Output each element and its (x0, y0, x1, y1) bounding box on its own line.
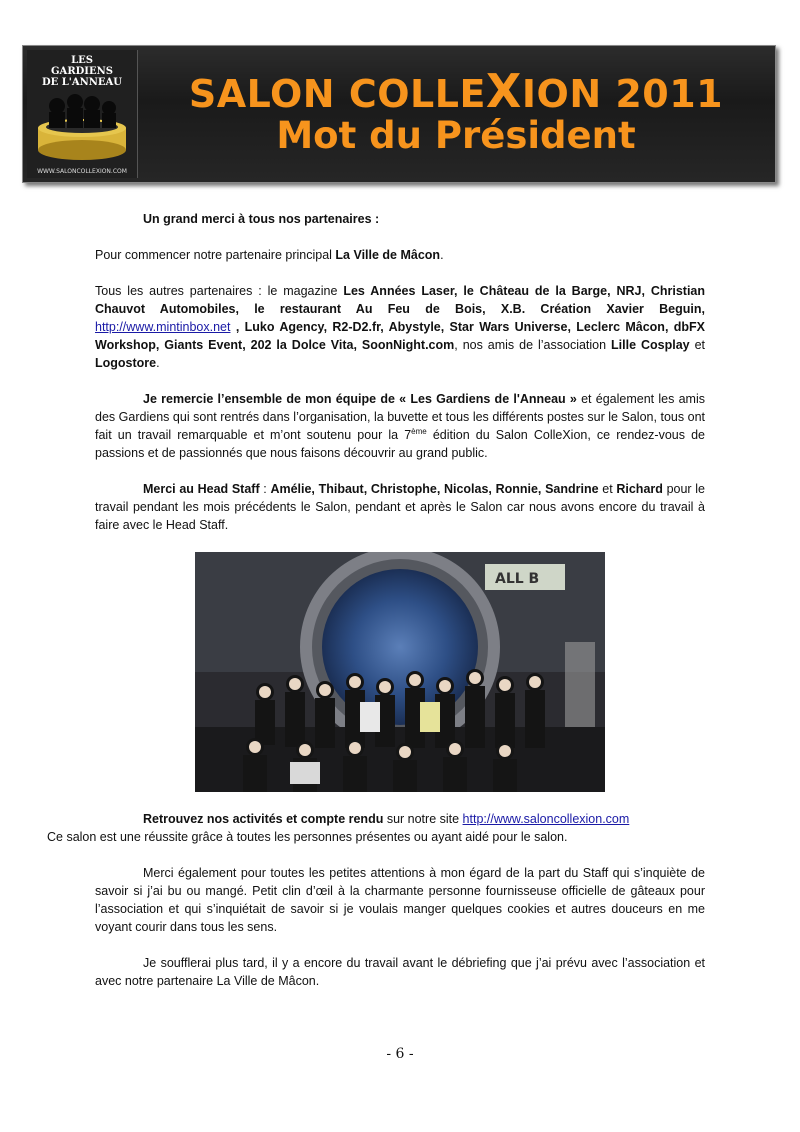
paragraph-attentions: Merci également pour toutes les petites attentions à mon égard de la part du Staff qui s’inquiète de savoir si j’ai bu ou mangé. Petit clin d’œil à la charmante personne fournisseuse officielle de gâteaux pour l’association et qui s’inquiétait de savoir si je voulais manger quelques cookies et autres douceurs en me voyant courir dans tous les sens. (95, 866, 705, 934)
paragraph-closing: Je soufflerai plus tard, il y a encore du travail avant le débriefing que j’ai prévu avec l’association et avec notre partenaire La Ville de Mâcon. (95, 956, 705, 988)
text-span: et (598, 482, 617, 496)
text-span: sur notre site (383, 812, 463, 826)
head-staff-richard: Richard (616, 482, 663, 496)
partner-lille-cosplay: Lille Cosplay (611, 338, 690, 352)
text-span: pour le travail pendant les mois précédents le Salon, pendant et après le Salon car nous avons encore du travail à faire avec le Head Staff. (95, 482, 705, 532)
mintinbox-link[interactable]: http://www.mintinbox.net (95, 320, 231, 334)
success-line: Ce salon est une réussite grâce à toutes les personnes présentes ou ayant aidé pour le salon. (47, 830, 568, 844)
text-span: édition du Salon ColleXion, ce rendez-vous de passions et de passionnés que nous faisons découvrir au grand public. (95, 428, 706, 460)
text-span: , nos amis de l’association (454, 338, 612, 352)
group-photo-image (195, 552, 605, 792)
website-heading: Retrouvez nos activités et compte rendu (143, 812, 384, 826)
page-number: - 6 - (386, 1046, 414, 1062)
superscript: ème (411, 426, 427, 436)
text-span: et également les amis des Gardiens qui sont rentrés dans l’organisation, la buvette et tous les différents postes sur le Salon, tous ont fait un travail remarquable et m’ont soutenu pour la 7 (95, 392, 705, 442)
title-x: X (485, 64, 522, 118)
title-part-1: SALON COLLE (188, 72, 486, 116)
paragraph-partners (95, 282, 705, 372)
text-span: Pour commencer notre partenaire principal (95, 248, 336, 262)
thanks-heading: Un grand merci à tous nos partenaires : (143, 212, 380, 226)
partners-list-1: Les Années Laser, le Château de la Barge, NRJ, Christian Chauvot Automobiles, le restaurant Au Feu de Bois, X.B. Création Xavier Beguin, (95, 284, 706, 316)
partners-list-2: , Luko Agency, R2-D2.fr, Abystyle, Star Wars Universe, Leclerc Mâcon, dbFX Workshop, Giants Event, 202 la Dolce Vita, SoonNight.com (95, 320, 705, 352)
logo-line-3: DE L'ANNEAU (41, 77, 122, 88)
text-span: . (156, 356, 160, 370)
head-staff-names: Amélie, Thibaut, Christophe, Nicolas, Ronnie, Sandrine (270, 482, 599, 496)
text-span: : (259, 482, 271, 496)
page-title (137, 64, 775, 118)
letter-body (47, 210, 706, 1008)
group-photo (195, 552, 605, 792)
paragraph-head-staff (95, 480, 705, 534)
main-partner-name: La Ville de Mâcon (335, 248, 441, 262)
hall-sign: ALL B (495, 571, 540, 587)
head-staff-heading: Merci au Head Staff (143, 482, 260, 496)
text-span: Tous les autres partenaires : le magazine (95, 284, 344, 298)
page-subtitle: Mot du Président (276, 114, 636, 157)
paragraph-thanks (95, 210, 705, 228)
logo-url: WWW.SALONCOLLEXION.COM (37, 168, 127, 175)
saloncollexion-link[interactable]: http://www.saloncollexion.com (462, 812, 630, 826)
text-span: . (440, 248, 444, 262)
logo-line-1: LES (71, 55, 93, 66)
team-thanks: Je remercie l’ensemble de mon équipe de « Les Gardiens de l'Anneau » (143, 392, 577, 406)
header-banner (22, 45, 776, 183)
partner-logostore: Logostore (95, 356, 157, 370)
text-span: et (689, 338, 705, 352)
association-logo (27, 50, 138, 178)
paragraph-main-partner (95, 246, 705, 264)
paragraph-team (95, 390, 705, 462)
title-part-2: ION 2011 (521, 72, 724, 116)
paragraph-website (47, 810, 705, 846)
logo-line-2: GARDIENS (51, 66, 113, 77)
